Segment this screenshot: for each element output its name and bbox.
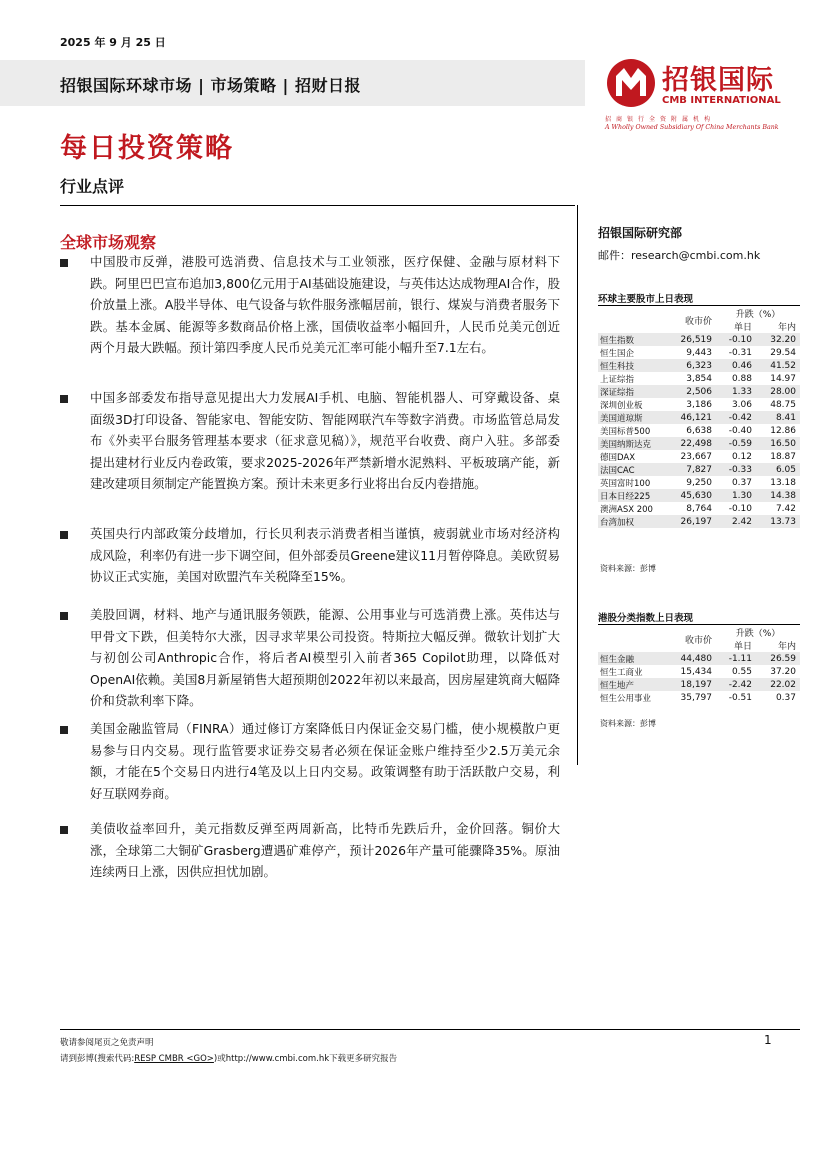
global-markets-table [598,307,800,528]
bullet-icon [60,531,68,539]
change-1d: 2.42 [716,515,756,528]
website-link[interactable]: http://www.cmbi.com.hk [225,1054,330,1064]
change-1d: -0.33 [716,463,756,476]
paragraph-china-market: 中国股市反弹，港股可选消费、信息技术与工业领涨，医疗保健、金融与原材料下跌。阿里巴巴宣布追加3,800亿元用于AI基础设施建设，与英伟达达成物理AI合作，股价放量上涨。A股半导体、电气设备与软件服务涨幅居前，银行、煤炭与消费者服务下跌。基本金属、能源等多数商品价格上涨，国债收益率小幅回升，人民币兑美元创近两个月最大跌幅。预计第四季度人民币兑美元汇率可能小幅升至7.1左右。 [90,254,560,355]
research-dept-title: 招银国际研究部 [598,226,683,240]
close-price: 3,186 [686,399,712,410]
table-top-rule [598,305,800,306]
change-ytd: 16.50 [756,437,800,450]
change-ytd: 13.73 [756,515,800,528]
report-date: 2025 年 9 月 25 日 [60,36,166,49]
bloomberg-code-link[interactable]: RESP CMBR <GO> [134,1054,214,1064]
footer-divider [60,1029,800,1030]
close-price: 35,797 [680,692,712,703]
change-ytd: 22.02 [756,678,800,691]
change-ytd: 14.38 [756,489,800,502]
change-ytd: 0.37 [775,692,796,703]
table-row [598,678,800,691]
change-1d: -1.11 [716,652,756,665]
close-price: 9,250 [686,477,712,488]
index-name: 恒生公用事业 [600,693,652,704]
table-row [598,652,800,665]
close-price: 7,827 [670,463,716,476]
table-row [598,398,800,411]
footer-disclaimer: 敬请参阅尾页之免责声明 [60,1038,154,1048]
change-1d: -2.42 [716,678,756,691]
page-number: 1 [764,1033,772,1047]
logo-en: CMB INTERNATIONAL [662,95,781,106]
index-name: 台湾加权 [598,515,670,528]
change-1d: 0.55 [731,666,752,677]
index-name: 恒生工商业 [600,667,643,678]
column-header-change: 升跌（%） [735,629,781,639]
change-1d: -0.51 [728,692,752,703]
page-title: 每日投资策略 [60,133,234,164]
change-1d: 1.33 [716,385,756,398]
change-1d: -0.31 [728,347,752,358]
change-ytd: 13.18 [770,477,796,488]
research-email: 邮件：research@cmbi.com.hk [598,249,761,262]
change-ytd: 18.87 [770,451,796,462]
bullet-icon [60,259,68,267]
index-name: 上证综指 [600,374,635,385]
change-1d: 1.30 [716,489,756,502]
index-name: 美国标普500 [600,426,651,437]
column-header-close: 收市价 [684,635,712,646]
paragraph-finra: 美国金融监管局（FINRA）通过修订方案降低日内保证金交易门槛，使小规模散户更易参与日内交易。现行监管要求证券交易者必须在保证金账户维持至少2.5万美元余额，才能在5个交易日内进行4笔及以上日内交易。政策调整有助于活跃散户交易，利好互联网券商。 [90,721,560,801]
close-price: 6,638 [686,425,712,436]
paragraph-uk-boe: 英国央行内部政策分歧增加，行长贝利表示消费者相当谨慎，疲弱就业市场对经济构成风险，利率仍有进一步下调空间，但外部委员Greene建议11月暂停降息。美欧贸易协议正式实施，美国对欧盟汽车关税降至15%。 [90,526,560,584]
logo-cn-subtitle: 招商银行全资附属机构 [605,116,716,123]
close-price: 46,121 [670,411,716,424]
close-price: 8,764 [686,503,712,514]
change-1d: -0.42 [716,411,756,424]
change-1d: 0.12 [731,451,752,462]
column-header-close: 收市价 [684,316,712,327]
index-name: 美国纳斯达克 [598,437,670,450]
index-name: 澳洲ASX 200 [600,504,653,515]
table-row [598,411,800,424]
bullet-icon [60,395,68,403]
hk-sectors-table [598,626,800,704]
table-row [598,424,800,437]
column-header-1d: 单日 [733,323,752,333]
change-1d: 0.88 [731,373,752,384]
hk-table-source: 资料来源：彭博 [600,719,656,728]
table-row [598,665,800,678]
table-row [598,372,800,385]
change-ytd: 37.20 [770,666,796,677]
table-row [598,437,800,450]
table-row [598,346,800,359]
index-name: 英国富时100 [600,478,651,489]
logo-name: 招银国际 [662,65,774,96]
global-table-source: 资料来源：彭博 [600,564,656,573]
page-subtitle: 行业点评 [60,177,125,196]
logo-en-subtitle: A Wholly Owned Subsidiary Of China Merchants Bank [605,124,779,131]
index-name: 德国DAX [600,452,636,463]
hk-table-title: 港股分类指数上日表现 [598,613,694,624]
table-row [598,463,800,476]
close-price: 44,480 [670,652,716,665]
footer-text: 下载更多研究报告 [329,1054,398,1064]
index-name: 美国道琼斯 [598,411,670,424]
table-row [598,385,800,398]
index-name: 日本日经225 [598,489,670,502]
change-1d: 0.37 [731,477,752,488]
close-price: 3,854 [686,373,712,384]
change-ytd: 48.75 [770,399,796,410]
table-row [598,450,800,463]
change-ytd: 41.52 [756,359,800,372]
table-row [598,333,800,346]
close-price: 45,630 [670,489,716,502]
table-row [598,502,800,515]
change-1d: -0.10 [716,333,756,346]
footer-download-note [60,1052,397,1064]
paragraph-us-stocks: 美股回调，材料、地产与通讯服务领跌，能源、公用事业与可选消费上涨。英伟达与甲骨文下跌，但美特尔大涨，因寻求苹果公司投资。特斯拉大幅反弹。微软计划扩大与初创公司Anthropic合作，将后者AI模型引入前者365 Copilot助理，以降低对OpenAI依赖。美国8月新屋销售大超预期创2022年初以来最高，因房屋建筑商大幅降价和贷款利率下降。 [90,607,560,708]
close-price: 6,323 [670,359,716,372]
close-price: 26,197 [670,515,716,528]
index-name: 恒生国企 [600,348,635,359]
section-title: 全球市场观察 [60,233,157,252]
bullet-icon [60,726,68,734]
table-top-rule [598,624,800,625]
change-ytd: 26.59 [756,652,800,665]
column-divider [577,205,578,765]
footer-text: )或 [213,1054,226,1064]
change-1d: -0.10 [728,503,752,514]
index-name: 恒生地产 [598,678,670,691]
close-price: 23,667 [680,451,712,462]
close-price: 2,506 [670,385,716,398]
header-divider [60,205,575,206]
index-name: 恒生指数 [598,333,670,346]
change-ytd: 6.05 [756,463,800,476]
index-name: 法国CAC [598,463,670,476]
bullet-icon [60,826,68,834]
table-row [598,515,800,528]
column-header-1d: 单日 [733,642,752,652]
table-row [598,489,800,502]
global-table-title: 环球主要股市上日表现 [598,294,694,305]
column-header-change: 升跌（%） [735,310,781,320]
column-header-ytd: 年内 [777,642,796,652]
table-row [598,691,800,704]
close-price: 26,519 [670,333,716,346]
close-price: 22,498 [670,437,716,450]
change-ytd: 28.00 [756,385,800,398]
footer-text: 请到彭博(搜索代码: [60,1054,135,1064]
change-1d: 3.06 [731,399,752,410]
bullet-icon [60,612,68,620]
change-ytd: 12.86 [770,425,796,436]
change-1d: 0.46 [716,359,756,372]
table-row [598,359,800,372]
close-price: 15,434 [680,666,712,677]
index-name: 深证综指 [598,385,670,398]
table-row [598,476,800,489]
paragraph-china-policy: 中国多部委发布指导意见提出大力发展AI手机、电脑、智能机器人、可穿戴设备、桌面级3D打印设备、智能家电、智能安防、智能网联汽车等数字消费。市场监管总局发布《外卖平台服务管理基本要求（征求意见稿）》，规范平台收费、商户入驻。多部委提出建材行业反内卷政策，要求2025-2026年严禁新增水泥熟料、平板玻璃产能，新建改建项目须制定产能置换方案。预计未来更多行业将出台反内卷措施。 [90,390,560,491]
change-ytd: 14.97 [770,373,796,384]
banner-text: 招银国际环球市场 | 市场策略 | 招财日报 [60,76,361,95]
change-ytd: 32.20 [756,333,800,346]
index-name: 恒生科技 [598,359,670,372]
change-ytd: 8.41 [756,411,800,424]
index-name: 恒生金融 [598,652,670,665]
index-name: 深圳创业板 [600,400,643,411]
close-price: 9,443 [686,347,712,358]
column-header-ytd: 年内 [777,323,796,333]
change-1d: -0.40 [728,425,752,436]
change-ytd: 29.54 [770,347,796,358]
close-price: 18,197 [670,678,716,691]
change-1d: -0.59 [716,437,756,450]
change-ytd: 7.42 [775,503,796,514]
paragraph-bonds-commodities: 美债收益率回升，美元指数反弹至两周新高，比特币先跌后升，金价回落。铜价大涨，全球第二大铜矿Grasberg遭遇矿难停产，预计2026年产量可能骤降35%。原油连续两日上涨，因供应担忧加剧。 [90,821,560,879]
